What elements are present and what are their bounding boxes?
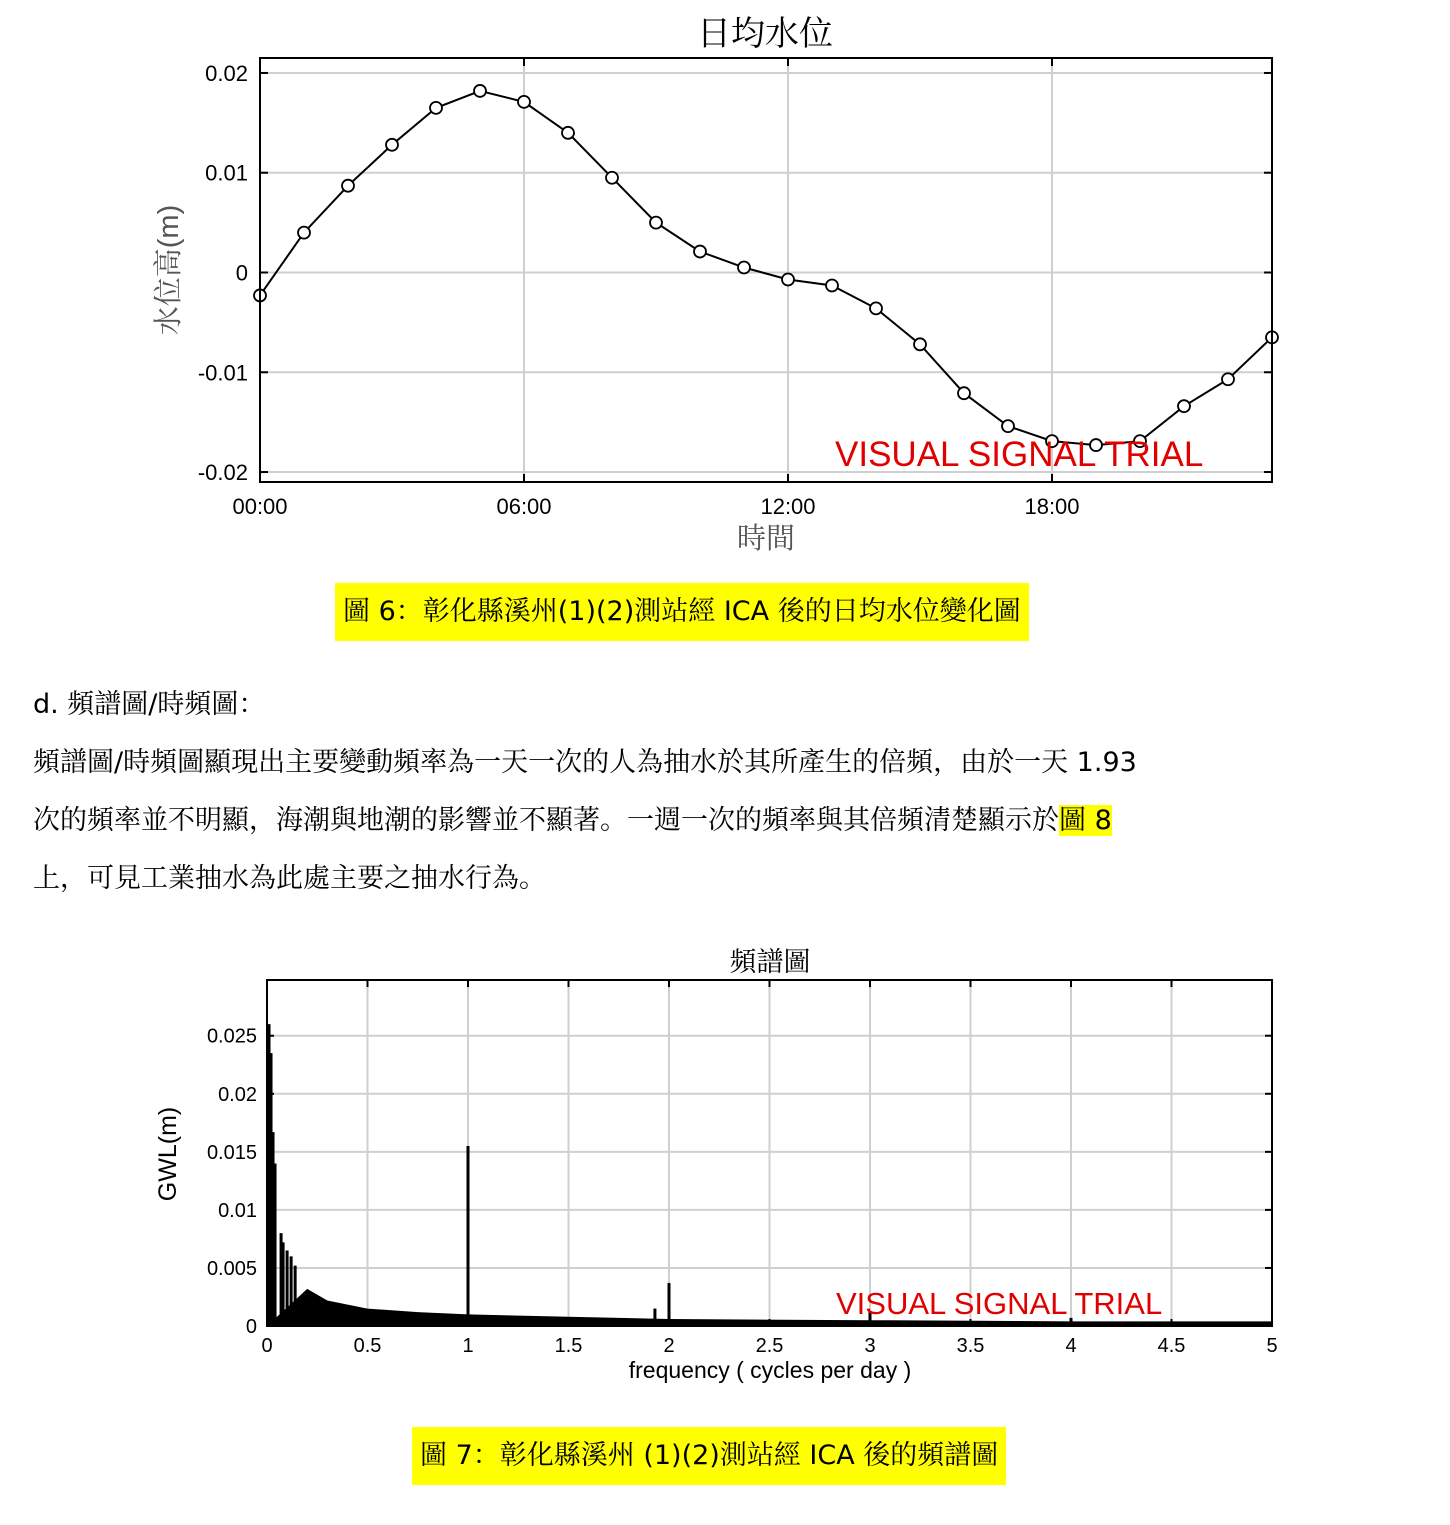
figure8-reference[interactable]: 圖 8: [1059, 805, 1112, 836]
figure6-title: 日均水位: [697, 14, 833, 54]
figure7-x-tick-label: 1.5: [554, 1335, 583, 1357]
figure7-x-axis-label: frequency ( cycles per day ): [628, 1357, 912, 1383]
figure7-watermark: VISUAL SIGNAL TRIAL: [836, 1286, 1163, 1321]
figure7-y-tick-label: 0.005: [206, 1257, 257, 1280]
figure7-x-tick-label: 0: [261, 1335, 273, 1357]
figure7-x-tick-label: 2.5: [755, 1335, 784, 1357]
figure7-x-tick-label: 5: [1266, 1335, 1278, 1357]
figure6-data-point: [1178, 400, 1190, 412]
section-heading: d. 頻譜圖/時頻圖：: [33, 689, 266, 720]
figure6-watermark: VISUAL SIGNAL TRIAL: [835, 435, 1204, 474]
figure6-data-point: [738, 262, 750, 274]
figure6-x-tick-label: 06:00: [496, 494, 552, 519]
figure7-x-tick-label: 4.5: [1157, 1335, 1186, 1357]
figure7-caption: 圖 7：彰化縣溪州 (1)(2)測站經 ICA 後的頻譜圖: [412, 1427, 1006, 1485]
figure6-data-point: [298, 227, 310, 239]
figure6-plot-area: [260, 58, 1272, 482]
figure6-x-tick-label: 12:00: [760, 494, 816, 519]
paragraph-line-2-wrap: [33, 792, 1112, 850]
figure7-y-tick-label: 0.01: [218, 1199, 257, 1222]
figure7-x-tick-label: 3: [864, 1335, 876, 1357]
figure6-data-point: [474, 85, 486, 97]
figure6-x-tick-label: 00:00: [232, 494, 288, 519]
figure6-data-point: [430, 102, 442, 114]
figure6-x-tick-label: 18:00: [1024, 494, 1080, 519]
figure6-data-point: [342, 180, 354, 192]
figure6-data-point: [826, 279, 838, 291]
figure6-y-tick-label: 0.02: [205, 60, 248, 86]
figure7-spectrum-chart: [0, 960, 1450, 1390]
figure6-line-chart: [0, 40, 1450, 560]
figure6-data-point: [650, 217, 662, 229]
figure7-x-tick-label: 0.5: [353, 1335, 382, 1357]
figure7-x-tick-label: 4: [1065, 1335, 1077, 1357]
figure7-y-tick-label: 0.015: [206, 1141, 257, 1164]
figure7-x-tick-label: 1: [462, 1335, 474, 1357]
figure6-data-point: [914, 338, 926, 350]
figure7-y-axis-label: GWL(m): [154, 1106, 182, 1202]
figure6-data-point: [386, 139, 398, 151]
figure6-y-tick-label: 0: [235, 260, 248, 286]
figure7-x-tick-label: 3.5: [956, 1335, 985, 1357]
figure6-data-point: [782, 273, 794, 285]
figure7-y-tick-label: 0.02: [218, 1083, 257, 1106]
figure7-y-tick-label: 0.025: [206, 1025, 257, 1048]
figure6-data-point: [694, 246, 706, 258]
figure6-data-point: [518, 96, 530, 108]
figure6-y-tick-label: 0.01: [205, 160, 248, 186]
paragraph-line-2: 次的頻率並不明顯，海潮與地潮的影響並不顯著。一週一次的頻率與其倍頻清楚顯示於: [33, 805, 1059, 836]
figure6-data-point: [562, 127, 574, 139]
figure6-data-point: [870, 302, 882, 314]
figure6-x-axis-label: 時間: [736, 523, 796, 555]
figure6-data-point: [1002, 420, 1014, 432]
figure7-y-tick-label: 0: [245, 1316, 257, 1338]
figure7-title: 頻譜圖: [729, 947, 811, 978]
figure6-y-tick-label: -0.02: [197, 460, 248, 486]
figure6-data-point: [606, 172, 618, 184]
figure6-y-tick-label: -0.01: [197, 360, 248, 386]
paragraph-line-1: 頻譜圖/時頻圖顯現出主要變動頻率為一天一次的人為抽水於其所產生的倍頻，由於一天 1.93: [33, 747, 1137, 778]
figure6-caption: 圖 6：彰化縣溪州(1)(2)測站經 ICA 後的日均水位變化圖: [335, 583, 1029, 641]
figure7-x-tick-label: 2: [663, 1335, 675, 1357]
figure6-data-point: [958, 387, 970, 399]
paragraph-line-3: 上，可見工業抽水為此處主要之抽水行為。: [33, 863, 546, 894]
figure6-y-axis-label: 水位高(m): [153, 204, 185, 336]
figure6-data-point: [1222, 373, 1234, 385]
